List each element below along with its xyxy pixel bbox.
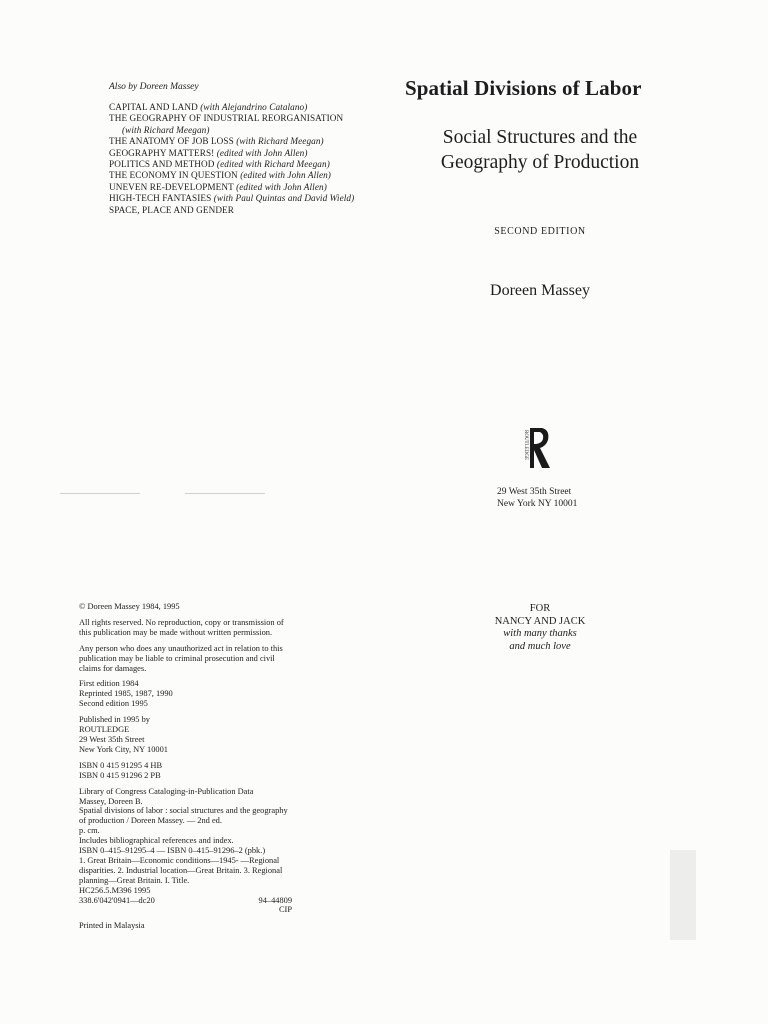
- dedication: [430, 603, 650, 653]
- work-title: THE GEOGRAPHY OF INDUSTRIAL REORGANISATION: [109, 113, 344, 124]
- work-item: [109, 170, 354, 181]
- warning-line-2: publication may be liable to criminal prosecution and civil: [79, 653, 275, 663]
- rights-statement: [79, 618, 319, 638]
- work-note: (edited with John Allen): [240, 170, 331, 181]
- work-title: HIGH-TECH FANTASIES: [109, 193, 212, 204]
- work-item: [109, 136, 354, 147]
- history-line-3: Second edition 1995: [79, 699, 148, 709]
- cip-line: Massey, Doreen B.: [79, 796, 143, 806]
- dedication-line-2: NANCY AND JACK: [494, 615, 586, 627]
- history-line-2: Reprinted 1985, 1987, 1990: [79, 689, 173, 699]
- dedication-line-3: with many thanks: [503, 628, 577, 640]
- publisher-info: [79, 715, 319, 755]
- works-list: [109, 102, 354, 216]
- publisher-line-2: ROUTLEDGE: [79, 725, 130, 735]
- work-note: (with Richard Meegan): [236, 136, 324, 147]
- cip-data: [79, 787, 319, 916]
- work-note: (edited with Richard Meegan): [216, 159, 330, 170]
- book-subtitle: [405, 126, 675, 175]
- printed-in: Printed in Malaysia: [79, 921, 145, 931]
- cip-line: Library of Congress Cataloging-in-Publication Data: [79, 786, 254, 796]
- cip-line: HC256.5.M396 1995: [79, 885, 151, 895]
- cip-line: planning—Great Britain. I. Title.: [79, 875, 190, 885]
- work-note: (with Richard Meegan): [122, 124, 210, 135]
- work-note: (with Paul Quintas and David Wield): [213, 193, 355, 204]
- subtitle-line-2: Geography of Production: [440, 151, 640, 173]
- work-item: [109, 193, 354, 204]
- scan-mark: [60, 493, 140, 494]
- dedication-line-1: FOR: [529, 603, 551, 614]
- work-item: [109, 113, 354, 124]
- work-item: [109, 182, 354, 193]
- work-note: (edited with John Allen): [216, 147, 308, 158]
- rights-line-2: this publication may be made without written permission.: [79, 627, 273, 637]
- work-title: UNEVEN RE-DEVELOPMENT: [109, 181, 234, 192]
- scan-mark: [185, 493, 265, 494]
- work-title: THE ECONOMY IN QUESTION: [109, 170, 238, 181]
- publisher-line-4: New York City, NY 10001: [79, 744, 168, 754]
- work-item: [109, 125, 354, 136]
- warning-line-1: Any person who does any unauthorized act in relation to this: [79, 643, 283, 653]
- copyright-notice: © Doreen Massey 1984, 1995: [79, 602, 180, 611]
- logo-text: ROUTLEDGE: [523, 430, 528, 460]
- work-title: GEOGRAPHY MATTERS!: [109, 147, 215, 158]
- publisher-address: [497, 487, 577, 510]
- dedication-line-4: and much love: [509, 640, 571, 652]
- publisher-line-3: 29 West 35th Street: [79, 734, 145, 744]
- address-line-1: 29 West 35th Street: [497, 487, 572, 497]
- work-title: CAPITAL AND LAND: [109, 102, 198, 112]
- scan-smudge: [670, 850, 696, 940]
- work-note: (edited with John Allen): [236, 181, 327, 192]
- work-title: POLITICS AND METHOD: [109, 159, 215, 170]
- address-line-2: New York NY 10001: [497, 498, 578, 509]
- cip-line: of production / Doreen Massey. — 2nd ed.: [79, 816, 222, 826]
- dewey-number: 338.6'042'0941—dc20: [79, 895, 155, 905]
- cip-line: Includes bibliographical references and index.: [79, 836, 234, 846]
- work-item: [109, 102, 354, 113]
- edition-history: [79, 679, 319, 709]
- subtitle-line-1: Social Structures and the: [442, 127, 638, 148]
- cip-line: 1. Great Britain—Economic conditions—1945- —Regional: [79, 855, 280, 865]
- author-name: Doreen Massey: [490, 282, 590, 299]
- work-title: THE ANATOMY OF JOB LOSS: [109, 136, 234, 147]
- cip-line: Spatial divisions of labor : social structures and the geography: [79, 806, 288, 816]
- isbn-block: [79, 761, 319, 781]
- cip-line: p. cm.: [79, 826, 100, 836]
- also-by-heading: Also by Doreen Massey: [109, 82, 199, 92]
- publisher-line-1: Published in 1995 by: [79, 715, 150, 725]
- copyright-block: [79, 602, 319, 937]
- work-item: [109, 205, 354, 216]
- cip-line: ISBN 0–415–91295–4 — ISBN 0–415–91296–2 (pbk.): [79, 846, 266, 856]
- history-line-1: First edition 1984: [79, 679, 139, 689]
- rights-line-1: All rights reserved. No reproduction, copy or transmission of: [79, 617, 284, 627]
- work-item: [109, 159, 354, 170]
- routledge-logo-icon: [520, 424, 552, 472]
- lccn-number: 94–44809: [258, 895, 292, 905]
- book-title: Spatial Divisions of Labor: [405, 76, 642, 100]
- cip-label: CIP: [278, 905, 292, 915]
- warning-line-3: claims for damages.: [79, 663, 147, 673]
- legal-warning: [79, 644, 319, 674]
- work-note: (with Alejandrino Catalano): [200, 102, 308, 112]
- isbn-pb: ISBN 0 415 91296 2 PB: [79, 770, 161, 780]
- work-title: SPACE, PLACE AND GENDER: [109, 204, 234, 215]
- edition-label: SECOND EDITION: [494, 226, 586, 237]
- cip-line: disparities. 2. Industrial location—Great Britain. 3. Regional: [79, 865, 283, 875]
- work-item: [109, 148, 354, 159]
- isbn-hb: ISBN 0 415 91295 4 HB: [79, 760, 163, 770]
- cip-classification-row: [79, 896, 292, 906]
